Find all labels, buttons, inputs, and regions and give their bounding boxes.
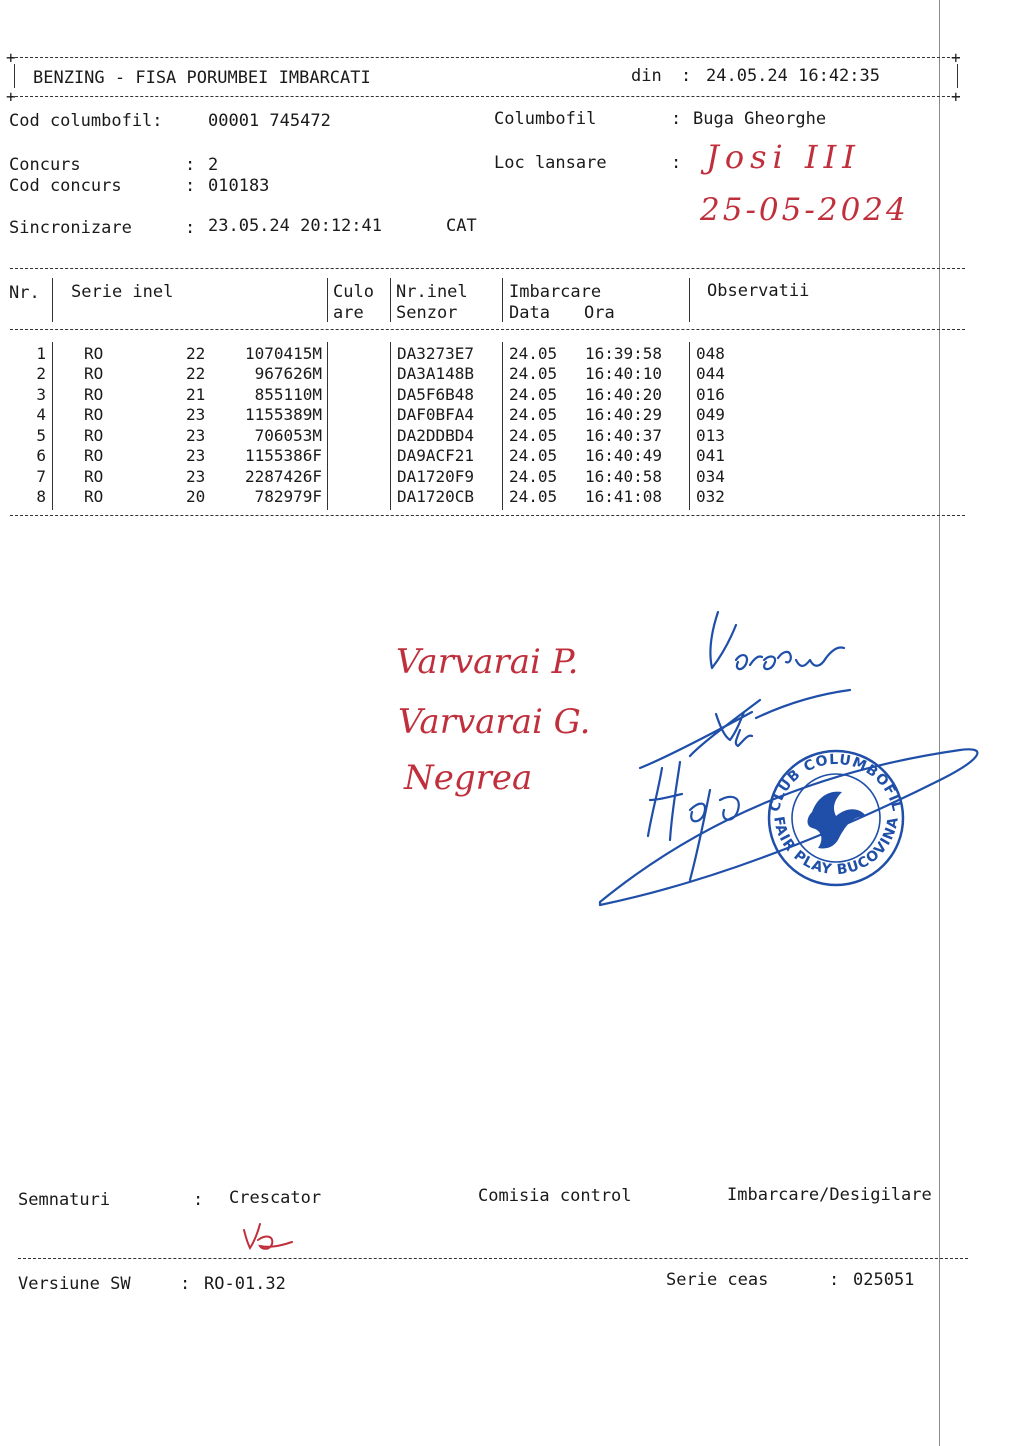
loc-lansare-handwritten: Josi III	[706, 138, 861, 176]
cell-senzor: DA3273E7	[397, 344, 475, 363]
sincronizare-value: 23.05.24 20:12:41	[208, 216, 382, 236]
cell-data: 24.05	[509, 467, 558, 486]
cell-nr: 7	[36, 467, 46, 486]
cell-data: 24.05	[509, 446, 558, 465]
columbofil-value: Buga Gheorghe	[693, 109, 827, 129]
loc-lansare-label: Loc lansare	[494, 153, 607, 173]
cell-ora: 16:40:10	[585, 364, 663, 383]
cell-country: RO	[84, 446, 104, 465]
concurs-value: 2	[208, 155, 219, 175]
cell-data: 24.05	[509, 487, 558, 506]
handwritten-name-1: Varvarai P.	[396, 642, 579, 682]
cell-data: 24.05	[509, 385, 558, 404]
cell-ora: 16:40:49	[585, 446, 663, 465]
footer-rule	[18, 1258, 968, 1259]
cell-nr: 8	[36, 487, 46, 506]
th-culoare-2: are	[333, 303, 364, 323]
serie-ceas-colon: :	[829, 1270, 840, 1290]
cod-columbofil-value: 00001 745472	[208, 111, 331, 131]
cell-year: 23	[186, 467, 206, 486]
cell-obs: 044	[696, 364, 725, 383]
cell-year: 22	[186, 364, 206, 383]
cell-ring: 1155389M	[244, 405, 322, 424]
cell-ring: 706053M	[254, 426, 322, 445]
cell-ora: 16:39:58	[585, 344, 663, 363]
cell-country: RO	[84, 467, 104, 486]
th-ora: Ora	[584, 303, 615, 323]
cell-ring: 782979F	[254, 487, 322, 506]
imbarcare-desigilare-label: Imbarcare/Desigilare	[727, 1185, 932, 1205]
cell-ora: 16:41:08	[585, 487, 663, 506]
cell-ring: 967626M	[254, 364, 322, 383]
header-corner-bl: +	[6, 87, 16, 106]
comisia-control-label: Comisia control	[478, 1186, 632, 1206]
semnaturi-label: Semnaturi	[18, 1190, 111, 1210]
loc-lansare-colon: :	[671, 153, 682, 173]
versiune-sw-value: RO-01.32	[204, 1274, 286, 1294]
concurs-label: Concurs	[9, 155, 81, 175]
cell-data: 24.05	[509, 364, 558, 383]
th-serie-inel: Serie inel	[71, 282, 174, 302]
cell-country: RO	[84, 426, 104, 445]
th-nr-inel: Nr.inel	[396, 282, 468, 302]
din-value: 24.05.24 16:42:35	[706, 66, 880, 86]
cell-year: 22	[186, 344, 206, 363]
stamp-top-text: CLUB COLUMBOFIL	[766, 751, 906, 814]
cell-ring: 1070415M	[244, 344, 322, 363]
crescator-label: Crescator	[229, 1188, 322, 1208]
th-imbarcare: Imbarcare	[509, 282, 602, 302]
din-colon: :	[681, 66, 692, 86]
cell-obs: 034	[696, 467, 725, 486]
cell-obs: 016	[696, 385, 725, 404]
cell-country: RO	[84, 344, 104, 363]
cell-nr: 3	[36, 385, 46, 404]
concurs-colon: :	[185, 155, 196, 175]
th-nr: Nr.	[9, 283, 40, 303]
cell-data: 24.05	[509, 405, 558, 424]
sincronizare-colon: :	[185, 218, 196, 238]
cell-year: 23	[186, 405, 206, 424]
cell-nr: 5	[36, 426, 46, 445]
cell-year: 23	[186, 446, 206, 465]
cod-concurs-label: Cod concurs	[9, 176, 122, 196]
cell-obs: 013	[696, 426, 725, 445]
cell-obs: 032	[696, 487, 725, 506]
cod-concurs-colon: :	[185, 176, 196, 196]
cell-country: RO	[84, 487, 104, 506]
cell-country: RO	[84, 405, 104, 424]
handwritten-name-2: Varvarai G.	[398, 702, 591, 742]
sincronizare-suffix: CAT	[446, 216, 477, 236]
cell-nr: 6	[36, 446, 46, 465]
cell-year: 23	[186, 426, 206, 445]
th-senzor: Senzor	[396, 303, 458, 323]
cell-ring: 1155386F	[244, 446, 322, 465]
stamp-bottom-text: FAIR PLAY BUCOVINA	[770, 815, 902, 879]
serie-ceas-label: Serie ceas	[666, 1270, 769, 1290]
semnaturi-colon: :	[193, 1190, 204, 1210]
cell-ring: 855110M	[254, 385, 322, 404]
cell-ring: 2287426F	[244, 467, 322, 486]
cell-year: 20	[186, 487, 206, 506]
header-corner-tl: +	[6, 48, 16, 67]
th-data: Data	[509, 303, 550, 323]
document-title: BENZING - FISA PORUMBEI IMBARCATI	[33, 68, 371, 88]
header-corner-br: +	[951, 87, 961, 106]
th-culoare-1: Culo	[333, 282, 374, 302]
cell-data: 24.05	[509, 426, 558, 445]
date-handwritten: 25-05-2024	[700, 192, 909, 228]
cod-columbofil-label: Cod columbofil:	[9, 111, 163, 131]
cell-year: 21	[186, 385, 206, 404]
cell-senzor: DA2DDBD4	[397, 426, 475, 445]
cell-senzor: DA1720F9	[397, 467, 475, 486]
versiune-sw-colon: :	[180, 1274, 191, 1294]
cell-nr: 2	[36, 364, 46, 383]
cell-ora: 16:40:20	[585, 385, 663, 404]
cell-senzor: DA9ACF21	[397, 446, 475, 465]
handwritten-name-3: Negrea	[404, 758, 533, 798]
cell-ora: 16:40:58	[585, 467, 663, 486]
cell-nr: 1	[36, 344, 46, 363]
sincronizare-label: Sincronizare	[9, 218, 132, 238]
versiune-sw-label: Versiune SW	[18, 1274, 131, 1294]
columbofil-colon: :	[671, 109, 682, 129]
cell-obs: 049	[696, 405, 725, 424]
header-corner-tr: +	[951, 48, 961, 67]
serie-ceas-value: 025051	[853, 1270, 915, 1290]
columbofil-label: Columbofil	[494, 109, 597, 129]
cell-data: 24.05	[509, 344, 558, 363]
cell-ora: 16:40:37	[585, 426, 663, 445]
cell-senzor: DA3A148B	[397, 364, 475, 383]
cell-ora: 16:40:29	[585, 405, 663, 424]
cell-country: RO	[84, 364, 104, 383]
cell-senzor: DAF0BFA4	[397, 405, 475, 424]
cell-country: RO	[84, 385, 104, 404]
cell-obs: 048	[696, 344, 725, 363]
cell-senzor: DA1720CB	[397, 487, 475, 506]
cell-nr: 4	[36, 405, 46, 424]
cod-concurs-value: 010183	[208, 176, 270, 196]
din-label: din	[631, 66, 662, 86]
cell-obs: 041	[696, 446, 725, 465]
th-observatii: Observatii	[707, 281, 810, 301]
cell-senzor: DA5F6B48	[397, 385, 475, 404]
